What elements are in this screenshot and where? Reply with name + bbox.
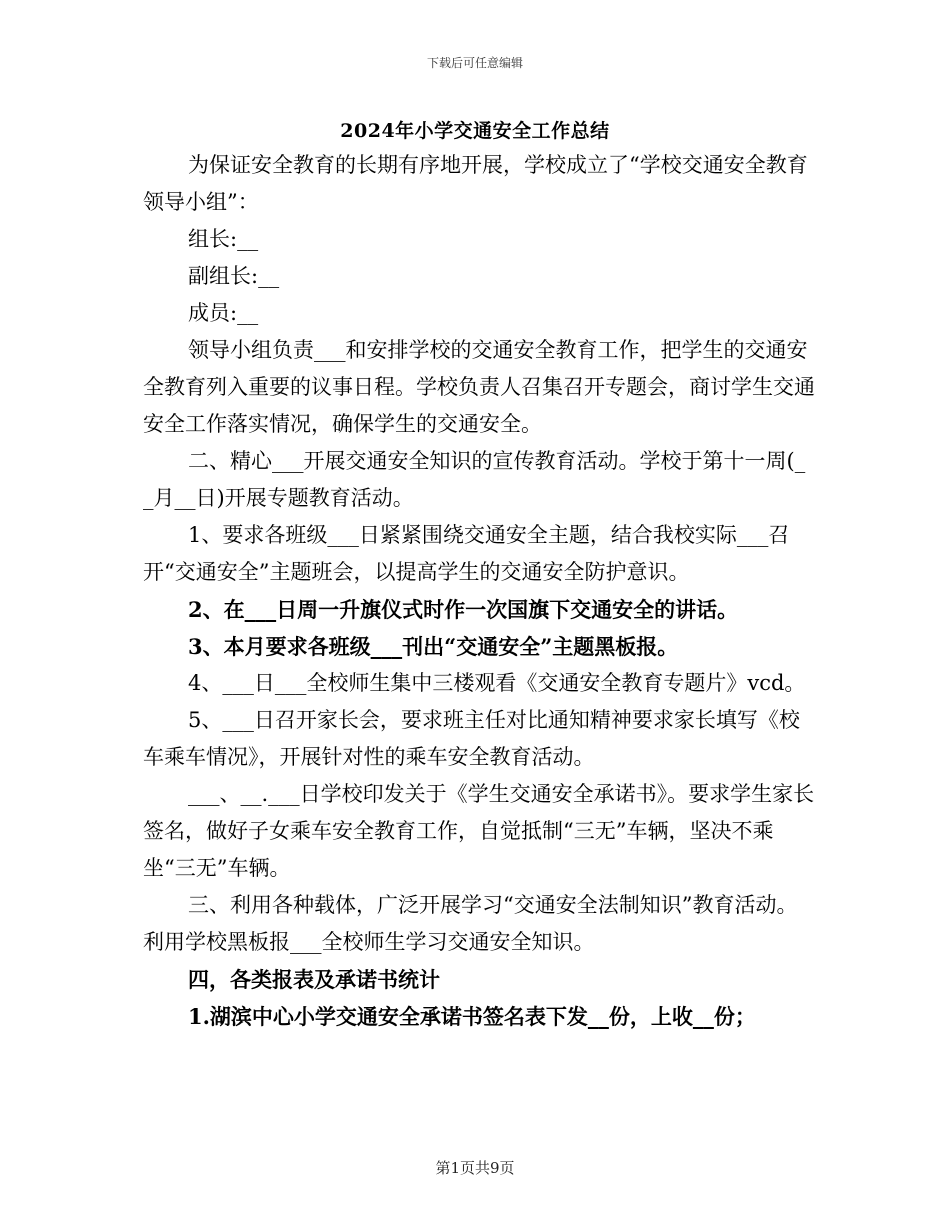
document-title: 2024年小学交通安全工作总结	[340, 120, 610, 142]
paragraph-stat-1: 1.湖滨中心小学交通安全承诺书签名表下发__份，上收__份；	[188, 1004, 756, 1029]
paragraph-item-2: 2、在___日周一升旗仪式时作一次国旗下交通安全的讲话。	[188, 597, 739, 622]
paragraph-item-5: 5、___日召开家长会，要求班主任对比通知精神要求家长填写《校车乘车情况》，开展针对性的乘车安全教育活动。	[143, 708, 800, 769]
paragraph-section-two: 二、精心___开展交通安全知识的宣传教育活动。学校于第十一周(__月__日)开展专题教育活动。	[143, 449, 806, 510]
paragraph-section-three: 三、利用各种载体，广泛开展学习“交通安全法制知识”教育活动。利用学校黑板报___全校师生学习交通安全知识。	[143, 893, 798, 954]
paragraph-pledge: ___、__.___日学校印发关于《学生交通安全承诺书》。要求学生家长签名，做好子女乘车安全教育工作，自觉抵制“三无”车辆，坚决不乘坐“三无”车辆。	[143, 782, 815, 880]
paragraph-item-3: 3、本月要求各班级___刊出“交通安全”主题黑板报。	[188, 634, 679, 659]
paragraph-deputy-leader: 副组长:__	[188, 264, 280, 288]
paragraph-intro: 为保证安全教育的长期有序地开展，学校成立了“学校交通安全教育领导小组”：	[143, 153, 808, 214]
paragraph-members: 成员:__	[188, 301, 259, 325]
paragraph-group-leader: 组长:__	[188, 227, 259, 251]
paragraph-section-four: 四，各类报表及承诺书统计	[188, 967, 440, 992]
paragraph-item-1: 1、要求各班级___日紧紧围绕交通安全主题，结合我校实际___召开“交通安全”主题班会，以提高学生的交通安全防护意识。	[143, 523, 790, 584]
header-note: 下载后可任意编辑	[426, 56, 523, 70]
page-number: 第1页共9页	[435, 1159, 515, 1177]
document-body	[143, 147, 815, 1035]
paragraph-leadership-duty: 领导小组负责___和安排学校的交通安全教育工作，把学生的交通安全教育列入重要的议事日程。学校负责人召集召开专题会，商讨学生交通安全工作落实情况，确保学生的交通安全。	[143, 338, 815, 436]
paragraph-item-4: 4、___日___全校师生集中三楼观看《交通安全教育专题片》vcd。	[188, 671, 806, 695]
